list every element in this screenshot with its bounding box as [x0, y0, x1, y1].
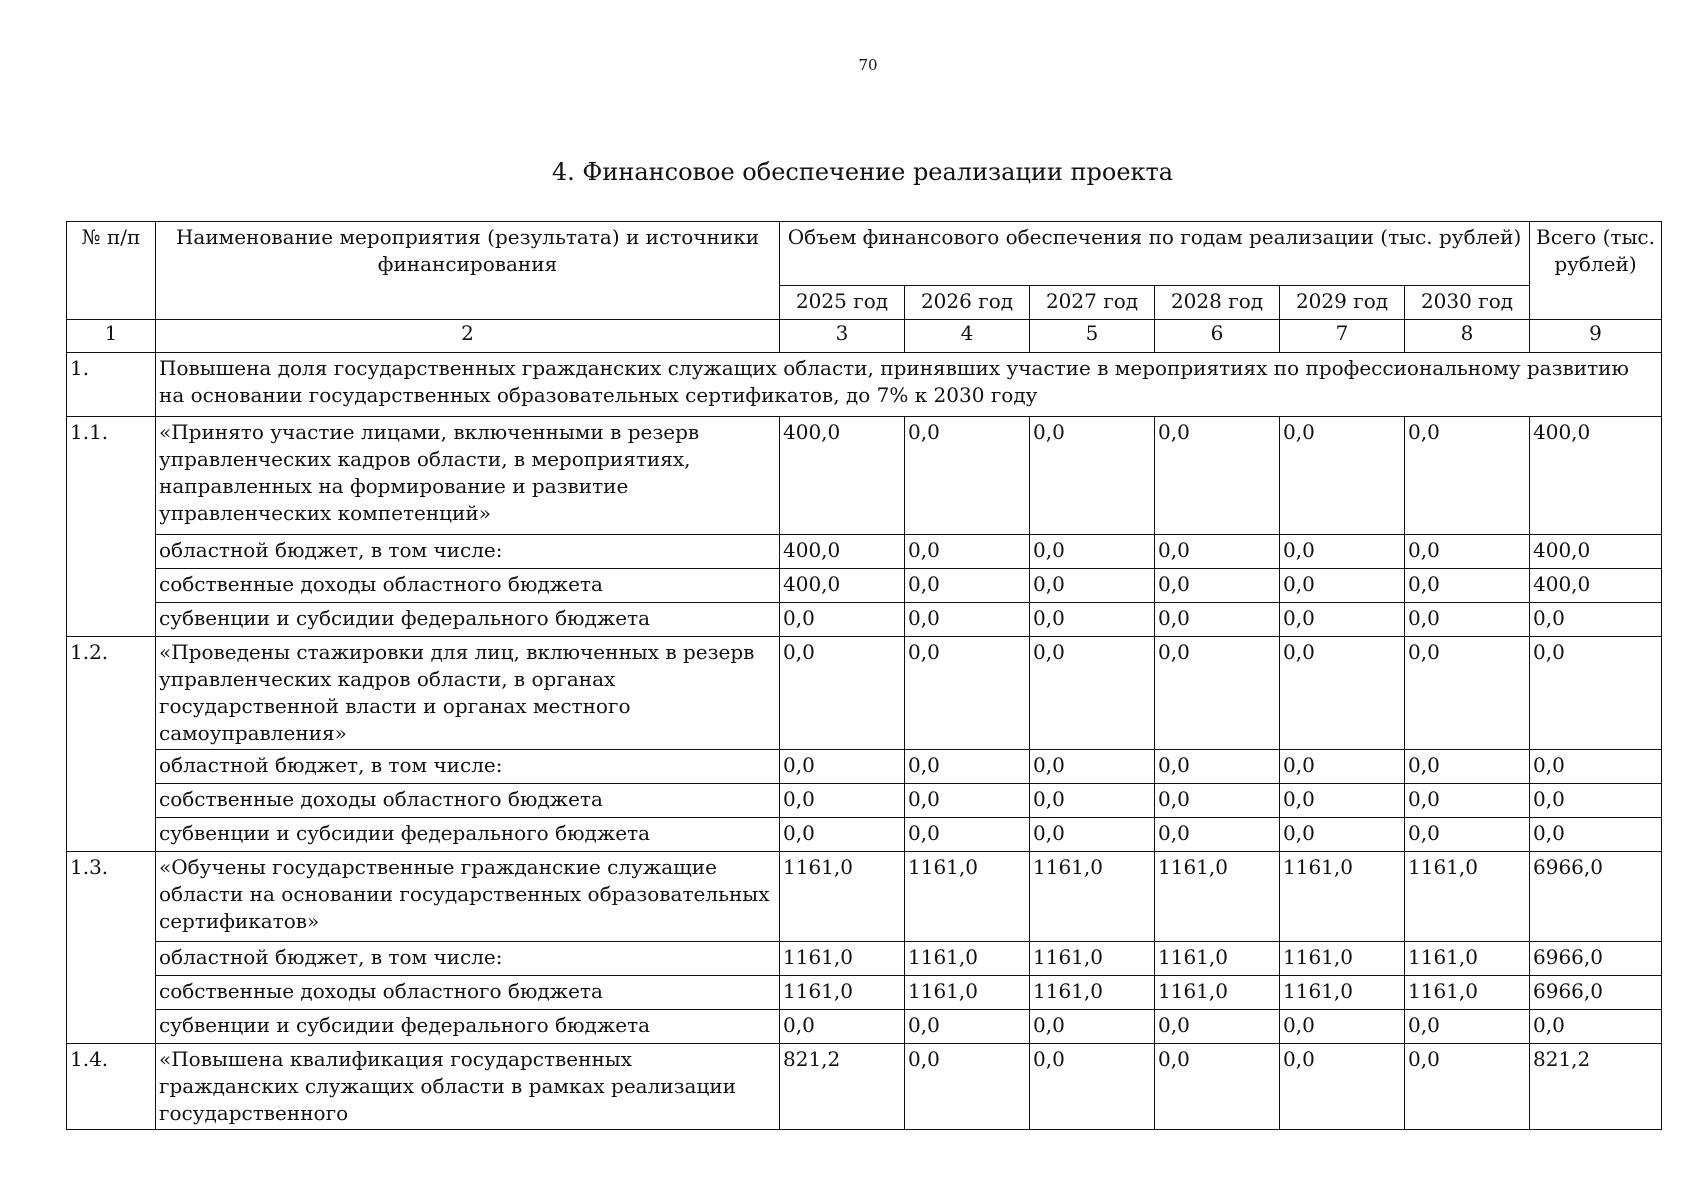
year-value: 0,0: [1155, 603, 1280, 637]
year-value: 1161,0: [1280, 976, 1405, 1010]
year-value: 821,2: [780, 1044, 905, 1130]
header-row: [67, 222, 1662, 286]
year-value: 0,0: [1030, 750, 1155, 784]
activity-name: «Принято участие лицами, включенными в резерв управленческих кадров области, в мероприятиях, направленных на формирование и развитие управленческих компетенций»: [156, 417, 780, 535]
year-value: 1161,0: [1030, 942, 1155, 976]
year-value: 0,0: [1030, 818, 1155, 852]
year-value: 1161,0: [1405, 942, 1530, 976]
page-number: 70: [858, 56, 878, 74]
year-value: 0,0: [1405, 784, 1530, 818]
year-value: 1161,0: [780, 976, 905, 1010]
year-value: 0,0: [780, 637, 905, 750]
funding-source-row: [67, 818, 1662, 852]
activity-name: «Обучены государственные гражданские служащие области на основании государственных образовательных сертификатов»: [156, 852, 780, 942]
total-value: 0,0: [1530, 784, 1662, 818]
year-value: 0,0: [780, 784, 905, 818]
funding-source-name: собственные доходы областного бюджета: [156, 976, 780, 1010]
header-total: Всего (тыс. рублей): [1530, 222, 1662, 320]
total-value: 400,0: [1530, 535, 1662, 569]
total-value: 0,0: [1530, 637, 1662, 750]
column-index: 7: [1280, 320, 1405, 353]
year-value: 1161,0: [780, 942, 905, 976]
total-value: 6966,0: [1530, 976, 1662, 1010]
year-value: 0,0: [1030, 1010, 1155, 1044]
year-value: 0,0: [780, 603, 905, 637]
funding-source-row: [67, 784, 1662, 818]
year-value: 0,0: [905, 603, 1030, 637]
year-value: 0,0: [905, 417, 1030, 535]
year-value: 1161,0: [1405, 852, 1530, 942]
activity-name: «Проведены стажировки для лиц, включенных в резерв управленческих кадров области, в органах государственной власти и органах местного самоуправления»: [156, 637, 780, 750]
year-value: 0,0: [1155, 1044, 1280, 1130]
column-index: 8: [1405, 320, 1530, 353]
year-value: 0,0: [1155, 818, 1280, 852]
funding-source-row: [67, 750, 1662, 784]
year-value: 0,0: [1280, 637, 1405, 750]
year-value: 0,0: [1405, 818, 1530, 852]
year-value: 0,0: [1030, 535, 1155, 569]
year-value: 400,0: [780, 569, 905, 603]
year-value: 0,0: [1280, 603, 1405, 637]
year-value: 400,0: [780, 417, 905, 535]
year-value: 1161,0: [905, 852, 1030, 942]
activity-row: [67, 637, 1662, 750]
total-value: 0,0: [1530, 750, 1662, 784]
header-year: 2026 год: [905, 286, 1030, 320]
funding-source-name: областной бюджет, в том числе:: [156, 535, 780, 569]
funding-source-name: субвенции и субсидии федерального бюджета: [156, 818, 780, 852]
year-value: 0,0: [1280, 784, 1405, 818]
year-value: 0,0: [1030, 603, 1155, 637]
year-value: 0,0: [1405, 637, 1530, 750]
year-value: 0,0: [905, 535, 1030, 569]
header-name: Наименование мероприятия (результата) и источники финансирования: [156, 222, 780, 320]
year-value: 400,0: [780, 535, 905, 569]
funding-source-name: областной бюджет, в том числе:: [156, 942, 780, 976]
year-value: 0,0: [905, 784, 1030, 818]
funding-source-name: собственные доходы областного бюджета: [156, 569, 780, 603]
year-value: 1161,0: [905, 942, 1030, 976]
year-value: 0,0: [1405, 1010, 1530, 1044]
year-value: 0,0: [1030, 1044, 1155, 1130]
year-value: 0,0: [1405, 417, 1530, 535]
year-value: 0,0: [1405, 535, 1530, 569]
year-value: 0,0: [905, 1044, 1030, 1130]
header-num: № п/п: [67, 222, 156, 320]
total-value: 0,0: [1530, 1010, 1662, 1044]
year-value: 0,0: [1405, 750, 1530, 784]
column-index: 9: [1530, 320, 1662, 353]
year-value: 0,0: [780, 750, 905, 784]
row-number: 1.4.: [67, 1044, 156, 1130]
total-value: 821,2: [1530, 1044, 1662, 1130]
year-value: 1161,0: [1155, 976, 1280, 1010]
year-value: 0,0: [905, 1010, 1030, 1044]
header-year: 2028 год: [1155, 286, 1280, 320]
year-value: 0,0: [1155, 417, 1280, 535]
total-value: 0,0: [1530, 818, 1662, 852]
column-index-row: [67, 320, 1662, 353]
activity-row: [67, 417, 1662, 535]
funding-source-row: [67, 535, 1662, 569]
total-value: 6966,0: [1530, 942, 1662, 976]
funding-source-row: [67, 1010, 1662, 1044]
year-value: 0,0: [1280, 1044, 1405, 1130]
year-value: 0,0: [780, 818, 905, 852]
column-index: 2: [156, 320, 780, 353]
year-value: 0,0: [1155, 1010, 1280, 1044]
year-value: 0,0: [1030, 569, 1155, 603]
year-value: 1161,0: [1405, 976, 1530, 1010]
year-value: 1161,0: [780, 852, 905, 942]
goal-row: [67, 353, 1662, 417]
year-value: 1161,0: [1280, 852, 1405, 942]
year-value: 0,0: [905, 818, 1030, 852]
year-value: 0,0: [905, 637, 1030, 750]
column-index: 4: [905, 320, 1030, 353]
goal-text: Повышена доля государственных гражданских служащих области, принявших участие в мероприятиях по профессиональному развитию на основании государственных образовательных сертификатов, до 7% к 2030 году: [156, 353, 1662, 417]
year-value: 0,0: [1155, 637, 1280, 750]
header-year: 2027 год: [1030, 286, 1155, 320]
year-value: 0,0: [1280, 750, 1405, 784]
header-year: 2025 год: [780, 286, 905, 320]
year-value: 0,0: [1155, 784, 1280, 818]
year-value: 0,0: [1280, 1010, 1405, 1044]
year-value: 0,0: [905, 569, 1030, 603]
goal-num: 1.: [67, 353, 156, 417]
funding-source-row: [67, 603, 1662, 637]
year-value: 0,0: [1030, 417, 1155, 535]
header-year: 2030 год: [1405, 286, 1530, 320]
year-value: 0,0: [1405, 569, 1530, 603]
year-value: 0,0: [1030, 637, 1155, 750]
row-number: 1.2.: [67, 637, 156, 852]
total-value: 400,0: [1530, 417, 1662, 535]
activity-row: [67, 852, 1662, 942]
financing-table: [66, 221, 1662, 1130]
year-value: 1161,0: [1030, 976, 1155, 1010]
year-value: 0,0: [1280, 818, 1405, 852]
funding-source-name: областной бюджет, в том числе:: [156, 750, 780, 784]
total-value: 6966,0: [1530, 852, 1662, 942]
column-index: 6: [1155, 320, 1280, 353]
header-year: 2029 год: [1280, 286, 1405, 320]
year-value: 1161,0: [1280, 942, 1405, 976]
year-value: 0,0: [1155, 750, 1280, 784]
funding-source-name: субвенции и субсидии федерального бюджета: [156, 1010, 780, 1044]
year-value: 0,0: [1280, 535, 1405, 569]
funding-source-row: [67, 942, 1662, 976]
column-index: 5: [1030, 320, 1155, 353]
year-value: 0,0: [1155, 569, 1280, 603]
year-value: 1161,0: [1030, 852, 1155, 942]
year-value: 1161,0: [1155, 942, 1280, 976]
total-value: 0,0: [1530, 603, 1662, 637]
year-value: 0,0: [1405, 603, 1530, 637]
column-index: 3: [780, 320, 905, 353]
year-value: 1161,0: [1155, 852, 1280, 942]
year-value: 0,0: [1280, 569, 1405, 603]
header-volume: Объем финансового обеспечения по годам реализации (тыс. рублей): [780, 222, 1530, 286]
year-value: 0,0: [1155, 535, 1280, 569]
activity-name: «Повышена квалификация государственных гражданских служащих области в рамках реализации государственного: [156, 1044, 780, 1130]
total-value: 400,0: [1530, 569, 1662, 603]
row-number: 1.3.: [67, 852, 156, 1044]
column-index: 1: [67, 320, 156, 353]
year-value: 0,0: [905, 750, 1030, 784]
funding-source-name: собственные доходы областного бюджета: [156, 784, 780, 818]
row-number: 1.1.: [67, 417, 156, 637]
section-title: 4. Финансовое обеспечение реализации проекта: [551, 158, 1174, 186]
year-value: 0,0: [1030, 784, 1155, 818]
year-value: 1161,0: [905, 976, 1030, 1010]
year-value: 0,0: [780, 1010, 905, 1044]
funding-source-row: [67, 976, 1662, 1010]
activity-row: [67, 1044, 1662, 1130]
year-value: 0,0: [1280, 417, 1405, 535]
funding-source-row: [67, 569, 1662, 603]
funding-source-name: субвенции и субсидии федерального бюджета: [156, 603, 780, 637]
year-value: 0,0: [1405, 1044, 1530, 1130]
